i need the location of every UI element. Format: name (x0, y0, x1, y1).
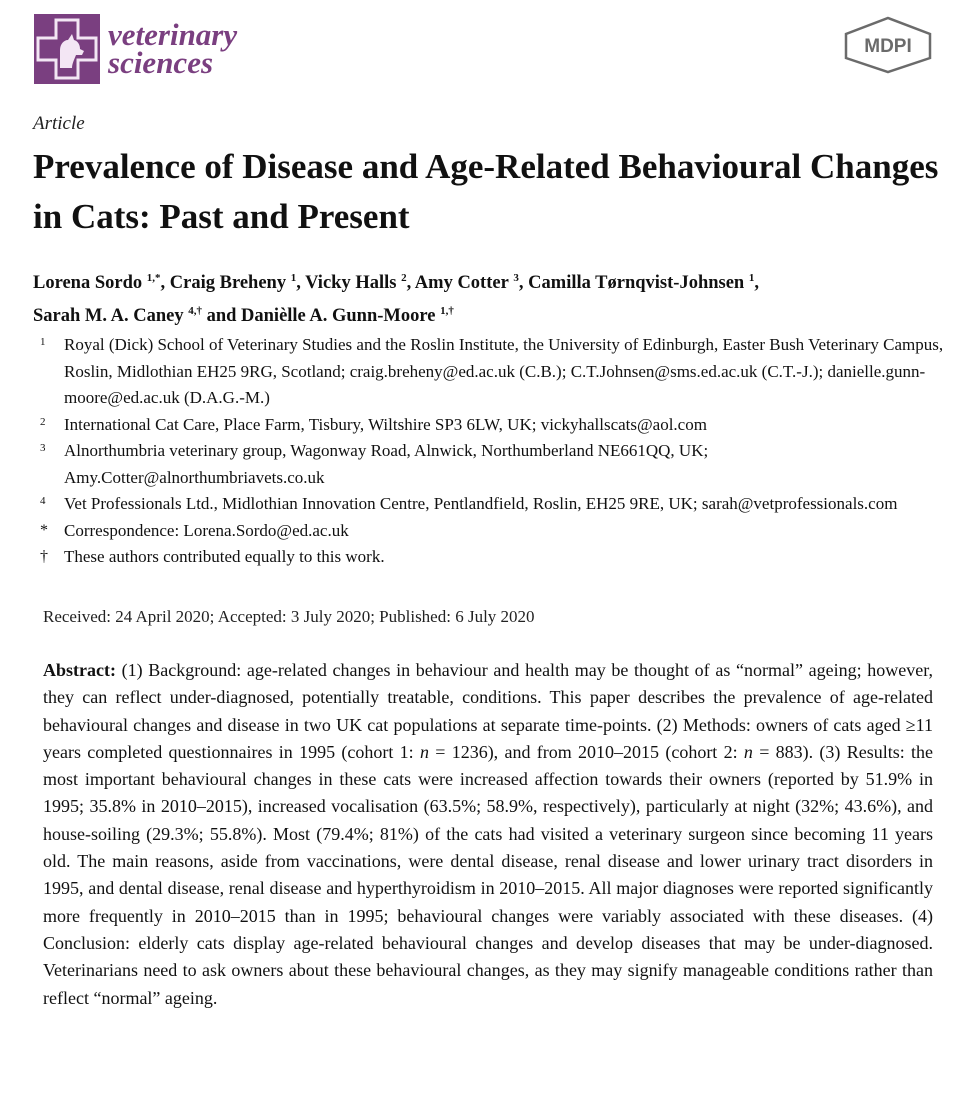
author-separator: , (754, 273, 759, 294)
affiliation-text: Vet Professionals Ltd., Midlothian Innovation Centre, Pentlandfield, Roslin, EH25 9RE, UK; sarah@vetprofessionals.com (64, 494, 898, 513)
author-separator: , (160, 273, 170, 294)
affiliation-item (40, 544, 945, 571)
journal-name-line1: veterinary (108, 17, 238, 52)
article-type: Article (33, 113, 85, 134)
abstract-text-1: (1) Background: age-related changes in behaviour and health may be thought of as “normal” ageing; however, they can reflect under-diagnosed, potentially treatable, conditions. This paper describes the prevalence of age-related behavioural changes and disease in two UK cat populations at separate time-points. (2) Methods: owners of cats aged ≥11 years completed questionnaires in 1995 (cohort 1: (43, 660, 933, 762)
publication-dates: Received: 24 April 2020; Accepted: 3 July 2020; Published: 6 July 2020 (43, 607, 535, 626)
affiliation-item (40, 332, 945, 412)
author-separator: , (296, 273, 306, 294)
affiliation-text: Alnorthumbria veterinary group, Wagonway Road, Alnwick, Northumberland NE661QQ, UK; Amy.Cotter@alnorthumbriavets.co.uk (64, 441, 709, 487)
publisher-name: MDPI (864, 36, 912, 57)
author-list (33, 264, 943, 330)
author-affiliation-marker: 4,† (188, 305, 202, 318)
author-name: Camilla Tørnqvist-Johnsen (528, 273, 745, 294)
abstract (43, 657, 933, 1012)
author-affiliation-marker: 3 (513, 272, 519, 284)
author-affiliation-marker: 2 (401, 272, 407, 284)
affiliation-item (40, 491, 945, 518)
affiliation-marker: * (40, 521, 48, 539)
author-affiliation-marker: 1,† (440, 305, 454, 318)
author-name: Amy Cotter (414, 273, 509, 294)
author-affiliation-marker: 1 (290, 272, 297, 284)
affiliation-text: Correspondence: Lorena.Sordo@ed.ac.uk (64, 520, 349, 540)
journal-logo (34, 14, 237, 84)
affiliation-item (40, 412, 945, 439)
n-symbol: n (743, 741, 753, 762)
author-separator: and (201, 306, 242, 327)
mdpi-logo (842, 16, 934, 74)
author-affiliation-marker: 1,* (146, 272, 161, 284)
author-separator: , (406, 273, 415, 294)
affiliation-text: These authors contributed equally to this work. (64, 547, 385, 566)
affiliation-marker: 3 (40, 442, 46, 454)
affiliation-marker: 4 (40, 495, 46, 507)
journal-emblem-icon (34, 14, 100, 84)
affiliation-text: Royal (Dick) School of Veterinary Studies and the Roslin Institute, the University of Edinburgh, Easter Bush Veterinary Campus, Roslin, Midlothian EH25 9RG, Scotland; craig.breheny@ed.ac.uk (C.B.); C.T.Johnsen@sms.ed.ac.uk (C.T.-J.); danielle.gunn-moore@ed.ac.uk (D.A.G.-M.) (64, 335, 944, 407)
affiliation-item (40, 518, 945, 545)
affiliation-text: International Cat Care, Place Farm, Tisbury, Wiltshire SP3 6LW, UK; vickyhallscats@aol.com (64, 414, 707, 434)
author-name: Sarah M. A. Caney (33, 306, 184, 327)
journal-name (108, 17, 238, 80)
journal-name-line2: sciences (108, 45, 214, 80)
author-name: Vicky Halls (305, 273, 397, 294)
n-symbol: n (419, 741, 429, 762)
affiliation-list (40, 332, 945, 571)
affiliation-marker: † (40, 548, 48, 565)
affiliation-marker: 2 (40, 415, 46, 428)
paper-title: Prevalence of Disease and Age-Related Behavioural Changes in Cats: Past and Present (33, 147, 939, 236)
affiliation-item (40, 438, 945, 491)
author-separator: , (518, 273, 529, 294)
author-name: Danièlle A. Gunn-Moore (241, 306, 436, 327)
abstract-text-3: = 883). (3) Results: the most important behavioural changes in these cats were increased affection towards their owners (reported by 51.9% in 1995; 35.8% in 2010–2015), increased vocalisation (63.5%; 58.9%, respectively), particularly at night (32%; 43.6%), and house-soiling (29.3%; 55.8%). Most (79.4%; 81%) of the cats had visited a veterinary surgeon since becoming 11 years old. The main reasons, aside from vaccinations, were dental disease, renal disease and lower urinary tract disorders in 1995, and dental disease, renal disease and hyperthyroidism in 2010–2015. All major diagnoses were reported significantly more frequently in 2010–2015 than in 1995; behavioural changes were variably associated with these diseases. (4) Conclusion: elderly cats display age-related behavioural changes and develop diseases that may be under-diagnosed. Veterinarians need to ask owners about these behavioural changes, as they may signify manageable conditions rather than reflect “normal” ageing. (43, 741, 933, 1008)
affiliation-marker: 1 (40, 336, 46, 348)
abstract-label: Abstract: (43, 660, 116, 680)
author-name: Lorena Sordo (33, 273, 143, 294)
abstract-text-2: = 1236), and from 2010–2015 (cohort 2: (428, 741, 744, 762)
author-affiliation-marker: 1 (748, 272, 755, 284)
author-name: Craig Breheny (169, 273, 287, 294)
